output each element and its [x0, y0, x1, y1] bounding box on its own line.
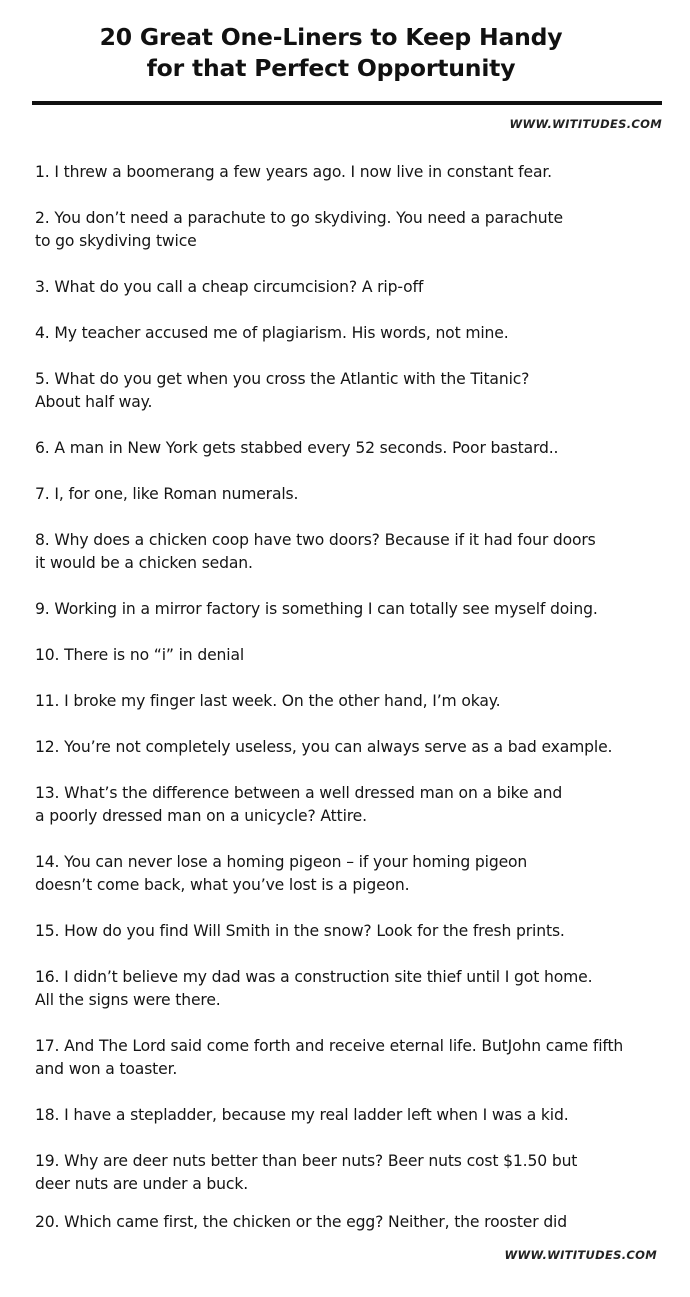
list-item-line: it would be a chicken sedan.	[35, 554, 253, 572]
list-item-line: 7. I, for one, like Roman numerals.	[35, 485, 299, 503]
list-item	[35, 437, 675, 460]
list-item-line: to go skydiving twice	[35, 232, 197, 250]
list-item-line: 13. What’s the difference between a well dressed man on a bike and	[35, 784, 563, 802]
list-item-line: 2. You don’t need a parachute to go skydiving. You need a parachute	[35, 209, 563, 227]
list-item	[35, 782, 675, 828]
list-item-line: 11. I broke my finger last week. On the other hand, I’m okay.	[35, 692, 501, 710]
list-item	[35, 690, 675, 713]
list-item-line: deer nuts are under a buck.	[35, 1175, 249, 1193]
page-title	[0, 22, 662, 84]
list-item-line: 12. You’re not completely useless, you can always serve as a bad example.	[35, 738, 613, 756]
list-item	[35, 598, 675, 621]
list-item-line: 16. I didn’t believe my dad was a construction site thief until I got home.	[35, 968, 593, 986]
list-item-line: 19. Why are deer nuts better than beer nuts? Beer nuts cost $1.50 but	[35, 1152, 578, 1170]
list-item-line: 5. What do you get when you cross the Atlantic with the Titanic?	[35, 370, 530, 388]
list-item	[35, 1150, 675, 1196]
list-item-line: doesn’t come back, what you’ve lost is a pigeon.	[35, 876, 410, 894]
list-item-line: and won a toaster.	[35, 1060, 178, 1078]
list-item-line: 10. There is no “i” in denial	[35, 646, 245, 664]
list-item-line: 14. You can never lose a homing pigeon – if your homing pigeon	[35, 853, 528, 871]
list-item-line: 15. How do you find Will Smith in the snow? Look for the fresh prints.	[35, 922, 565, 940]
list-item	[35, 1104, 675, 1127]
list-item	[35, 736, 675, 759]
list-item-line: 1. I threw a boomerang a few years ago. I now live in constant fear.	[35, 163, 552, 181]
list-item-line: 8. Why does a chicken coop have two doors? Because if it had four doors	[35, 531, 596, 549]
list-item	[35, 851, 675, 897]
list-item-line: 9. Working in a mirror factory is something I can totally see myself doing.	[35, 600, 598, 618]
list-item	[35, 1035, 675, 1081]
list-item	[35, 161, 675, 184]
list-item	[35, 644, 675, 667]
list-item	[35, 483, 675, 506]
list-item-line: All the signs were there.	[35, 991, 221, 1009]
list-item-line: 3. What do you call a cheap circumcision? A rip-off	[35, 278, 424, 296]
list-item-line: About half way.	[35, 393, 153, 411]
list-item-line: 20. Which came first, the chicken or the egg? Neither, the rooster did	[35, 1213, 567, 1231]
title-line-1: 20 Great One-Liners to Keep Handy	[99, 23, 563, 51]
list-item	[35, 529, 675, 575]
title-line-2: for that Perfect Opportunity	[146, 54, 516, 82]
list-item	[35, 966, 675, 1012]
list-item-line: a poorly dressed man on a unicycle? Attire.	[35, 807, 367, 825]
list-item	[35, 322, 675, 345]
list-item-line: 4. My teacher accused me of plagiarism. His words, not mine.	[35, 324, 509, 342]
list-item	[35, 920, 675, 943]
site-url-top: WWW.WITITUDES.COM	[509, 117, 662, 131]
list-item	[35, 207, 675, 253]
list-item	[35, 276, 675, 299]
list-item	[35, 1211, 675, 1234]
list-item	[35, 368, 675, 414]
site-url-bottom: WWW.WITITUDES.COM	[504, 1248, 657, 1262]
title-divider	[32, 101, 662, 105]
list-item-line: 6. A man in New York gets stabbed every 52 seconds. Poor bastard..	[35, 439, 559, 457]
list-item-line: 18. I have a stepladder, because my real ladder left when I was a kid.	[35, 1106, 569, 1124]
list-item-line: 17. And The Lord said come forth and receive eternal life. ButJohn came fifth	[35, 1037, 624, 1055]
